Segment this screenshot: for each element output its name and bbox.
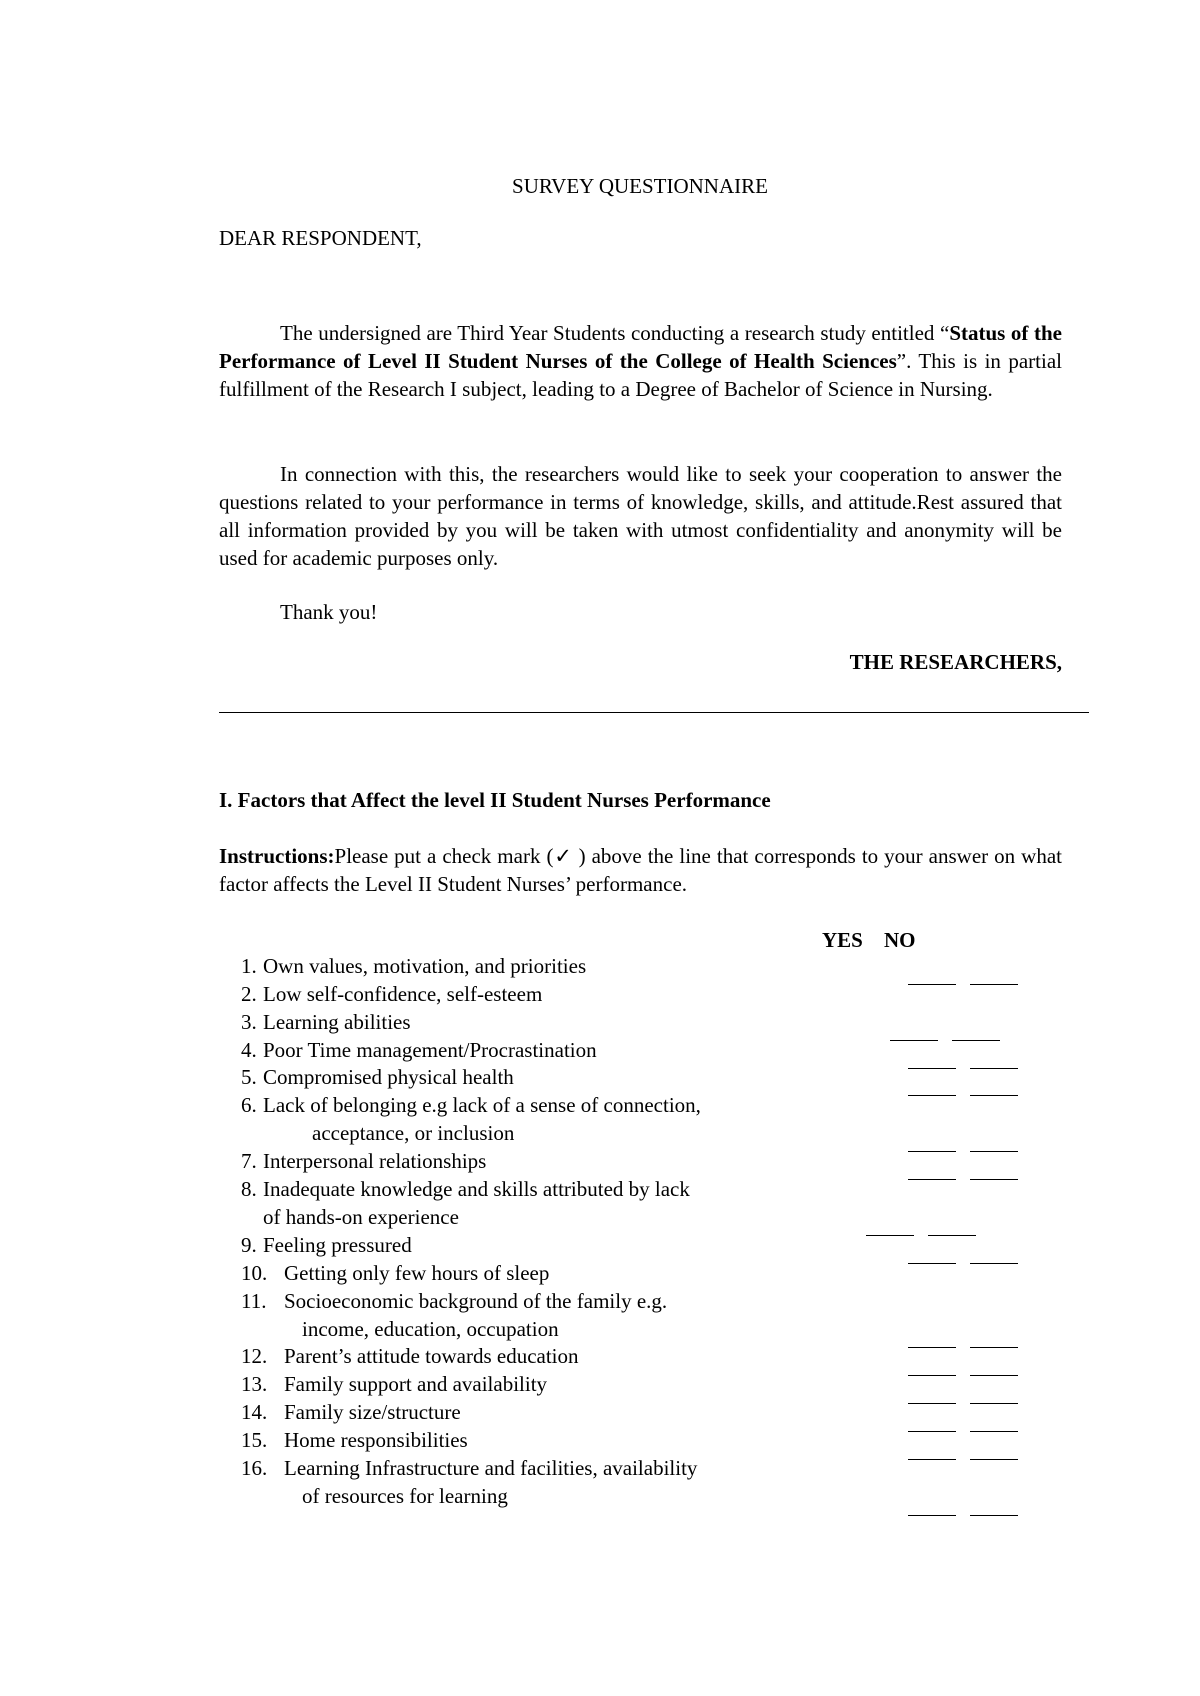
column-header-no: NO [884, 928, 916, 952]
no-answer-blank[interactable] [970, 1179, 1018, 1180]
yes-answer-blank[interactable] [908, 984, 956, 985]
yes-answer-blank[interactable] [908, 1179, 956, 1180]
item-number: 16. [241, 1456, 268, 1480]
item-number: 5. [241, 1065, 257, 1089]
yes-answer-blank[interactable] [890, 1040, 938, 1041]
item-number: 10. [241, 1261, 268, 1285]
yes-answer-blank[interactable] [908, 1095, 956, 1096]
item-text: Learning Infrastructure and facilities, availability [284, 1456, 698, 1480]
section-title: I. Factors that Affect the level II Student Nurses Performance [219, 788, 771, 812]
salutation: DEAR RESPONDENT, [219, 226, 422, 250]
item-text: Learning abilities [263, 1010, 411, 1034]
instructions-text: Please put a check mark (✓ ) above the line that corresponds to your answer on what factor affects the Level II Student Nurses’ performance. [219, 844, 1062, 896]
yes-answer-blank[interactable] [908, 1151, 956, 1152]
page-title: SURVEY QUESTIONNAIRE [512, 174, 768, 198]
column-header-yes: YES [822, 928, 863, 952]
item-text: Socioeconomic background of the family e.g. [284, 1289, 668, 1313]
no-answer-blank[interactable] [970, 1151, 1018, 1152]
instructions [219, 842, 1062, 898]
no-answer-blank[interactable] [970, 1459, 1018, 1460]
item-number: 12. [241, 1344, 268, 1368]
item-number: 15. [241, 1428, 268, 1452]
instructions-label: Instructions: [219, 844, 335, 868]
item-number: 13. [241, 1372, 268, 1396]
item-text: Low self-confidence, self-esteem [263, 982, 543, 1006]
item-number: 8. [241, 1177, 257, 1201]
yes-answer-blank[interactable] [908, 1375, 956, 1376]
item-text: of hands-on experience [263, 1205, 459, 1229]
intro-paragraph-2 [219, 460, 1062, 572]
yes-answer-blank[interactable] [908, 1431, 956, 1432]
item-text: of resources for learning [302, 1484, 508, 1508]
item-number: 7. [241, 1149, 257, 1173]
intro-p2-text: In connection with this, the researchers would like to seek your cooperation to answer the questions related to your performance in terms of knowledge, skills, and attitude.Rest assured that all information provided by you will be taken with utmost confidentiality and anonymity will be used for academic purposes only. [219, 462, 1062, 570]
intro-paragraph-1 [219, 319, 1062, 403]
no-answer-blank[interactable] [970, 1375, 1018, 1376]
no-answer-blank[interactable] [970, 984, 1018, 985]
item-text: income, education, occupation [302, 1317, 559, 1341]
no-answer-blank[interactable] [928, 1235, 976, 1236]
no-answer-blank[interactable] [970, 1515, 1018, 1516]
item-text: Poor Time management/Procrastination [263, 1038, 597, 1062]
item-text: Compromised physical health [263, 1065, 514, 1089]
study-title: Status of the Performance of Level II Student Nurses of the College of Health Sciences [219, 321, 1062, 373]
item-text: Getting only few hours of sleep [284, 1261, 550, 1285]
item-number: 14. [241, 1400, 268, 1424]
no-answer-blank[interactable] [970, 1347, 1018, 1348]
intro-p1-end: ”. This is in partial fulfillment of the Research I subject, leading to a Degree of Bachelor of Science in Nursing. [219, 349, 1062, 401]
item-text: Lack of belonging e.g lack of a sense of connection, [263, 1093, 701, 1117]
yes-answer-blank[interactable] [908, 1515, 956, 1516]
signoff: THE RESEARCHERS, [849, 650, 1062, 674]
item-text: acceptance, or inclusion [312, 1121, 515, 1145]
no-answer-blank[interactable] [952, 1040, 1000, 1041]
item-number: 2. [241, 982, 257, 1006]
yes-answer-blank[interactable] [908, 1068, 956, 1069]
yes-answer-blank[interactable] [908, 1403, 956, 1404]
item-number: 9. [241, 1233, 257, 1257]
no-answer-blank[interactable] [970, 1263, 1018, 1264]
divider [219, 712, 1089, 713]
intro-p1-start: The undersigned are Third Year Students conducting a research study entitled “ [280, 321, 950, 345]
item-text: Home responsibilities [284, 1428, 468, 1452]
no-answer-blank[interactable] [970, 1095, 1018, 1096]
item-text: Family support and availability [284, 1372, 548, 1396]
item-text: Parent’s attitude towards education [284, 1344, 579, 1368]
item-number: 6. [241, 1093, 257, 1117]
no-answer-blank[interactable] [970, 1068, 1018, 1069]
item-text: Interpersonal relationships [263, 1149, 487, 1173]
item-text: Inadequate knowledge and skills attributed by lack [263, 1177, 690, 1201]
item-number: 4. [241, 1038, 257, 1062]
no-answer-blank[interactable] [970, 1403, 1018, 1404]
item-text: Own values, motivation, and priorities [263, 954, 587, 978]
item-number: 11. [241, 1289, 267, 1313]
thank-you-text: Thank you! [280, 600, 378, 624]
yes-answer-blank[interactable] [908, 1347, 956, 1348]
item-number: 1. [241, 954, 257, 978]
yes-answer-blank[interactable] [866, 1235, 914, 1236]
no-answer-blank[interactable] [970, 1431, 1018, 1432]
item-text: Feeling pressured [263, 1233, 412, 1257]
item-number: 3. [241, 1010, 257, 1034]
yes-answer-blank[interactable] [908, 1459, 956, 1460]
yes-answer-blank[interactable] [908, 1263, 956, 1264]
item-text: Family size/structure [284, 1400, 461, 1424]
